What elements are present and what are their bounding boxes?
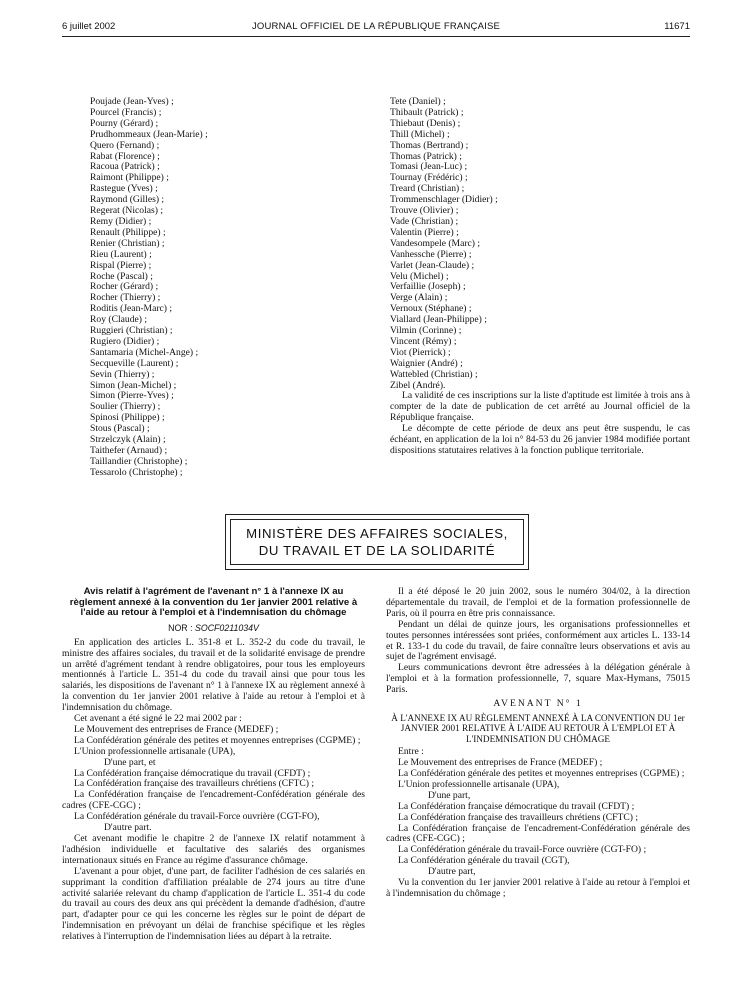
name-entry: Raymond (Gilles) ;: [90, 194, 165, 206]
article-title: Avis relatif à l'agrément de l'avenant n° 1 à l'annexe IX au règlement annexé à la convention du 1er janvier 2001 relative à l'aide au retour à l'emploi et à l'indemnisation du chômage: [69, 586, 358, 619]
article-signatories-b: [62, 769, 365, 824]
avenant-part-one: D'une part,: [428, 789, 471, 801]
signatory: La Confédération générale des petites et moyennes entreprises (CGPME) ;: [398, 768, 685, 779]
name-entry: Simon (Jean-Michel) ;: [90, 379, 177, 391]
avenant-signatories-b: [386, 802, 690, 867]
name-entry: Remy (Didier) ;: [90, 215, 152, 227]
name-entry: Tete (Daniel) ;: [390, 96, 446, 107]
avenant-between: Entre :: [398, 746, 424, 758]
signatory: La Confédération française des travailleurs chrétiens (CFTC) ;: [74, 778, 315, 790]
ministry-box-inner: [230, 519, 524, 565]
signatory: La Confédération générale des petites et moyennes entreprises (CGPME) ;: [74, 734, 361, 746]
signatory: La Confédération française démocratique du travail (CFDT) ;: [74, 767, 311, 779]
name-entry: Tournay (Frédéric) ;: [390, 172, 468, 184]
name-entry: Rocher (Gérard) ;: [90, 281, 159, 293]
nor-value: SOCF0211034V: [194, 622, 259, 633]
name-entry: Sevin (Thierry) ;: [90, 368, 155, 380]
article-signatories-a: [62, 725, 365, 758]
name-entry: Varlet (Jean-Claude) ;: [390, 259, 475, 271]
article-object: L'avenant a pour objet, d'une part, de faciliter l'adhésion de ces salariés en supprimant la condition d'affiliation préalable de 274 jours au titre d'une activité salariée relevant du champ d'application de l'article L. 351-4 du code du travail au cours des deux ans qui précèdent la demande d'adhésion, d'autre part, d'adapter pour ce qui les concerne les règles sur le point de départ de l'indemnisation en prévoyant un délai de franchise spécifique et les règles relatives à l'interruption de l'indemnisation liées au départ à la retraite.: [62, 865, 365, 943]
article-part-two: D'autre part.: [104, 822, 152, 834]
header-date: 6 juillet 2002: [62, 21, 116, 32]
name-entry: Tessarolo (Christophe) ;: [90, 466, 183, 478]
name-entry: Vandesompele (Marc) ;: [390, 237, 481, 249]
name-entry: Thill (Michel) ;: [390, 128, 450, 140]
name-entry: Renier (Christian) ;: [90, 237, 165, 249]
signatory: La Confédération générale du travail-Force ouvrière (CGT-FO) ;: [398, 844, 647, 856]
name-entry: Roche (Pascal) ;: [90, 270, 153, 282]
avenant-heading: AVENANT N° 1: [493, 698, 583, 710]
article-part-one: D'une part, et: [104, 756, 156, 768]
name-entry: Velu (Michel) ;: [390, 270, 449, 282]
article-modification: Cet avenant modifie le chapitre 2 de l'annexe IX relatif notamment à l'adhésion individuelle et facultative des salariés des organismes internationaux situés en France au régime d'assurance chômage.: [62, 833, 365, 866]
article-column-left: [62, 587, 365, 943]
name-entry: Thomas (Bertrand) ;: [390, 139, 469, 151]
name-entry: Roy (Claude) ;: [90, 314, 148, 326]
name-entry: Rieu (Laurent) ;: [90, 248, 152, 260]
name-entry: Strzelczyk (Alain) ;: [90, 434, 166, 446]
name-entry: Rabat (Florence) ;: [90, 150, 160, 162]
name-entry: Tomasi (Jean-Luc) ;: [390, 161, 468, 173]
name-entry: Santamaria (Michel-Ange) ;: [90, 346, 199, 358]
suspension-paragraph: Le décompte de cette période de deux ans peut être suspendu, le cas échéant, en application de la loi n° 84-53 du 26 janvier 1984 modifiée portant dispositions statutaires relatives à la fonction publique territoriale.: [390, 423, 690, 456]
name-entry: Rugiero (Didier) ;: [90, 335, 160, 347]
ministry-line-2: DU TRAVAIL ET DE LA SOLIDARITÉ: [258, 543, 496, 558]
avenant-signatories-a: [386, 758, 690, 791]
names-column-right: [390, 97, 690, 457]
names-list-right: [390, 97, 690, 391]
name-entry: Pourcel (Francis) ;: [90, 106, 162, 118]
name-entry: Vernoux (Stéphane) ;: [390, 303, 472, 315]
name-entry: Viot (Pierrick) ;: [390, 346, 451, 358]
signatory: L'Union professionnelle artisanale (UPA),: [398, 778, 560, 790]
signatory: La Confédération générale du travail-Force ouvrière (CGT-FO),: [74, 811, 320, 823]
article-deposit: Il a été déposé le 20 juin 2002, sous le numéro 304/02, à la direction départementale du travail, de l'emploi et de la formation professionnelle de Paris, où il pourra en être pris connaissance.: [386, 586, 690, 619]
name-entry: Vincent (Rémy) ;: [390, 335, 457, 347]
signatory: Le Mouvement des entreprises de France (MEDEF) ;: [398, 757, 603, 769]
name-entry: Ruggieri (Christian) ;: [90, 325, 173, 337]
ministry-line-1: MINISTÈRE DES AFFAIRES SOCIALES,: [246, 526, 508, 541]
validity-paragraph: La validité de ces inscriptions sur la liste d'aptitude est limitée à trois ans à compter de la date de publication de cet arrêté au Journal officiel de la République française.: [390, 390, 690, 424]
name-entry: Poujade (Jean-Yves) ;: [90, 96, 174, 107]
name-entry: Roditis (Jean-Marc) ;: [90, 303, 173, 315]
name-entry: Thomas (Patrick) ;: [390, 150, 462, 162]
name-entry: Simon (Pierre-Yves) ;: [90, 390, 174, 402]
header-page-number: 11671: [664, 21, 690, 32]
name-entry: Vilmin (Corinne) ;: [390, 325, 462, 337]
name-entry: Soulier (Thierry) ;: [90, 401, 161, 413]
signatory: Le Mouvement des entreprises de France (MEDEF) ;: [74, 723, 279, 735]
name-entry: Waignier (André) ;: [390, 357, 463, 369]
name-entry: Wattebled (Christian) ;: [390, 368, 478, 380]
name-entry: Raimont (Philippe) ;: [90, 172, 169, 184]
avenant-title: À L'ANNEXE IX AU RÈGLEMENT ANNEXÉ À LA CONVENTION DU 1er JANVIER 2001 RELATIVE À L'AIDE AU RETOUR À L'EMPLOI ET À L'INDEMNISATION DU CHÔMAGE: [391, 712, 685, 744]
name-entry: Zibel (André).: [390, 379, 446, 391]
header-rule: [62, 36, 690, 37]
avenant-part-two: D'autre part,: [428, 866, 476, 878]
name-entry: Spinosi (Philippe) ;: [90, 412, 165, 424]
name-entry: Verge (Alain) ;: [390, 292, 448, 304]
name-entry: Treard (Christian) ;: [390, 183, 465, 195]
article-signed: Cet avenant a été signé le 22 mai 2002 par :: [74, 713, 242, 725]
article-column-right: [386, 587, 690, 900]
name-entry: Trommenschlager (Didier) ;: [390, 194, 498, 206]
signatory: La Confédération française démocratique du travail (CFDT) ;: [398, 800, 635, 812]
names-list-left: [90, 97, 360, 479]
name-entry: Secqueville (Laurent) ;: [90, 357, 179, 369]
signatory: La Confédération générale du travail (CGT),: [398, 855, 570, 867]
name-entry: Renault (Philippe) ;: [90, 226, 166, 238]
name-entry: Racoua (Patrick) ;: [90, 161, 160, 173]
name-entry: Viallard (Jean-Philippe) ;: [390, 314, 487, 326]
name-entry: Stous (Pascal) ;: [90, 423, 150, 435]
header-title: JOURNAL OFFICIEL DE LA RÉPUBLIQUE FRANÇAISE: [251, 21, 501, 32]
nor-reference: [62, 623, 365, 634]
signatory: La Confédération française de l'encadrement-Confédération générale des cadres (CFE-CGC) ;: [62, 789, 365, 812]
name-entry: Vanhessche (Pierre) ;: [390, 248, 472, 260]
ministry-box: [225, 514, 529, 570]
signatory: L'Union professionnelle artisanale (UPA),: [74, 745, 236, 757]
avenant-vu: Vu la convention du 1er janvier 2001 relative à l'aide au retour à l'emploi et à l'indemnisation du chômage ;: [386, 877, 690, 899]
signatory: La Confédération française de l'encadrement-Confédération générale des cadres (CFE-CGC) ;: [386, 822, 690, 845]
page-header: [62, 21, 690, 35]
name-entry: Taithefer (Arnaud) ;: [90, 445, 168, 456]
name-entry: Thibault (Patrick) ;: [390, 106, 464, 118]
name-entry: Vade (Christian) ;: [390, 215, 459, 227]
article-intro: En application des articles L. 351-8 et L. 352-2 du code du travail, le ministre des affaires sociales, du travail et de la solidarité envisage de prendre un arrêté d'agrément tendant à rendre obligatoires, pour tous les employeurs mentionnés à l'article L. 351-4 du code du travail ainsi que pour tous les salariés, les dispositions de l'avenant n° 1 à l'annexe IX au règlement annexé à la convention du 1er janvier 2001 relative à l'aide au retour à l'emploi et à l'indemnisation du chômage.: [62, 636, 365, 714]
name-entry: Rocher (Thierry) ;: [90, 292, 161, 304]
signatory: La Confédération française des travailleurs chrétiens (CFTC) ;: [398, 811, 639, 823]
name-entry: Regerat (Nicolas) ;: [90, 205, 163, 217]
name-entry: Taillandier (Christophe) ;: [90, 455, 188, 467]
name-entry: Thiebaut (Denis) ;: [390, 117, 461, 129]
name-entry: Rispal (Pierre) ;: [90, 259, 152, 271]
nor-label: NOR :: [168, 622, 193, 633]
name-entry: Quero (Fernand) ;: [90, 139, 160, 151]
article-delay: Pendant un délai de quinze jours, les organisations professionnelles et toutes personnes intéressées sont priées, conformément aux articles L. 133-14 et R. 133-1 du code du travail, de faire connaître leurs observations et avis au sujet de l'agrément envisagé.: [386, 618, 690, 663]
name-entry: Rastegue (Yves) ;: [90, 183, 158, 195]
article-communications: Leurs communications devront être adressées à la délégation générale à l'emploi et à la formation professionnelle, 7, square Max-Hymans, 75015 Paris.: [386, 662, 690, 696]
name-entry: Verfaillie (Joseph) ;: [390, 281, 466, 293]
names-column-left: [90, 97, 360, 479]
name-entry: Pourny (Gérard) ;: [90, 117, 159, 129]
name-entry: Prudhommeaux (Jean-Marie) ;: [90, 128, 208, 140]
name-entry: Trouve (Olivier) ;: [390, 205, 459, 217]
name-entry: Valentin (Pierre) ;: [390, 226, 459, 238]
